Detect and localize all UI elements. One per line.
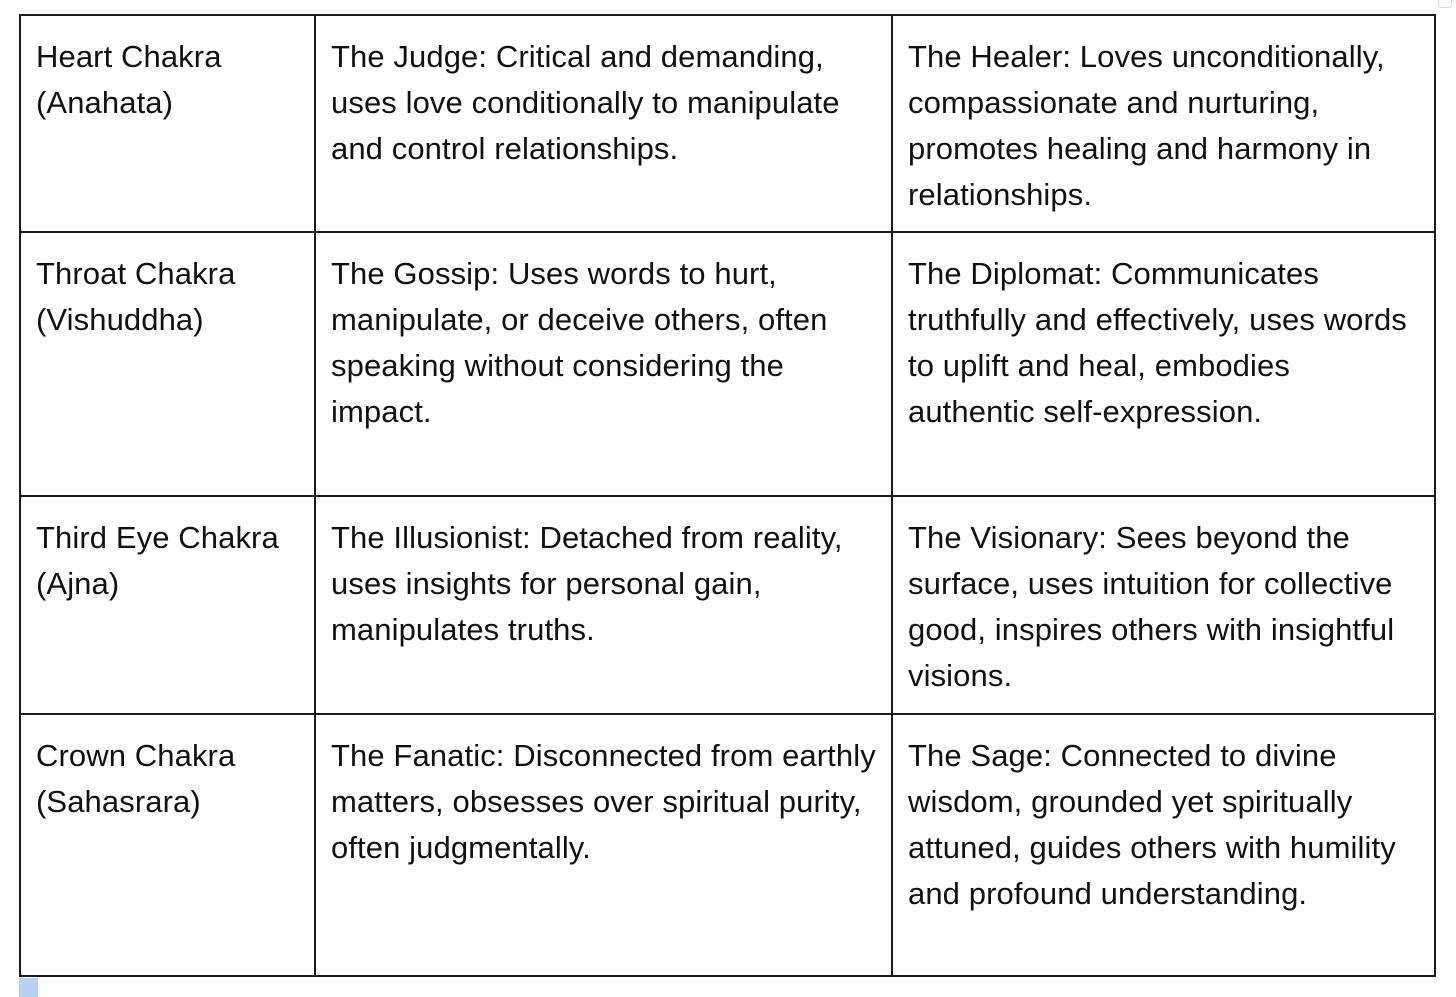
archetype-description: : Connected to divine wisdom, grounded yet spiritually attuned, guides others with humility and profound understanding.: [908, 738, 1396, 911]
archetype-description: : Loves unconditionally, compassionate and nurturing, promotes healing and harmony in relationships.: [908, 39, 1385, 212]
chakra-sanskrit-name: (Anahata): [36, 85, 174, 120]
archetype-title: The Gossip: [331, 256, 491, 291]
archetype-description: : Detached from reality, uses insights for personal gain, manipulates truths.: [331, 520, 843, 647]
chakra-sanskrit-name: (Sahasrara): [36, 784, 201, 819]
archetype-title: The Illusionist: [331, 520, 523, 555]
chakra-cell[interactable]: [20, 15, 315, 232]
archetype-description: : Sees beyond the surface, uses intuition for collective good, inspires others with insightful visions.: [908, 520, 1395, 693]
shadow-archetype-cell[interactable]: [315, 714, 892, 976]
archetype-description: : Uses words to hurt, manipulate, or deceive others, often speaking without considering the impact.: [331, 256, 828, 429]
archetype-title: The Diplomat: [908, 256, 1094, 291]
shadow-archetype-cell[interactable]: [315, 15, 892, 232]
archetype-title: The Healer: [908, 39, 1063, 74]
chakra-name: Throat Chakra: [36, 256, 236, 291]
resize-handle-icon[interactable]: [1438, 0, 1452, 8]
archetype-description: : Communicates truthfully and effectively, uses words to uplift and heal, embodies authentic self-expression.: [908, 256, 1407, 429]
light-archetype-cell[interactable]: [892, 15, 1435, 232]
chakra-cell[interactable]: [20, 714, 315, 976]
table-row-third-eye: [20, 496, 1435, 714]
shadow-archetype-cell[interactable]: [315, 232, 892, 496]
chakra-name: Crown Chakra: [36, 738, 236, 773]
chakra-cell[interactable]: [20, 232, 315, 496]
archetype-title: The Visionary: [908, 520, 1099, 555]
shadow-archetype-cell[interactable]: [315, 496, 892, 714]
chakra-sanskrit-name: (Ajna): [36, 566, 120, 601]
light-archetype-cell[interactable]: [892, 232, 1435, 496]
archetype-title: The Fanatic: [331, 738, 496, 773]
light-archetype-cell[interactable]: [892, 714, 1435, 976]
chakra-cell[interactable]: [20, 496, 315, 714]
archetype-title: The Judge: [331, 39, 479, 74]
table-row-crown: [20, 714, 1435, 976]
archetype-title: The Sage: [908, 738, 1044, 773]
light-archetype-cell[interactable]: [892, 496, 1435, 714]
table-row-heart: [20, 15, 1435, 232]
table-row-throat: [20, 232, 1435, 496]
chakra-sanskrit-name: (Vishuddha): [36, 302, 204, 337]
archetype-description: : Critical and demanding, uses love conditionally to manipulate and control relationships.: [331, 39, 840, 166]
chakra-name: Heart Chakra: [36, 39, 222, 74]
archetype-description: : Disconnected from earthly matters, obsesses over spiritual purity, often judgmentally.: [331, 738, 876, 865]
chakra-archetype-table: [19, 14, 1436, 977]
text-cursor-selection-marker: [19, 978, 38, 997]
chakra-name: Third Eye Chakra: [36, 520, 279, 555]
